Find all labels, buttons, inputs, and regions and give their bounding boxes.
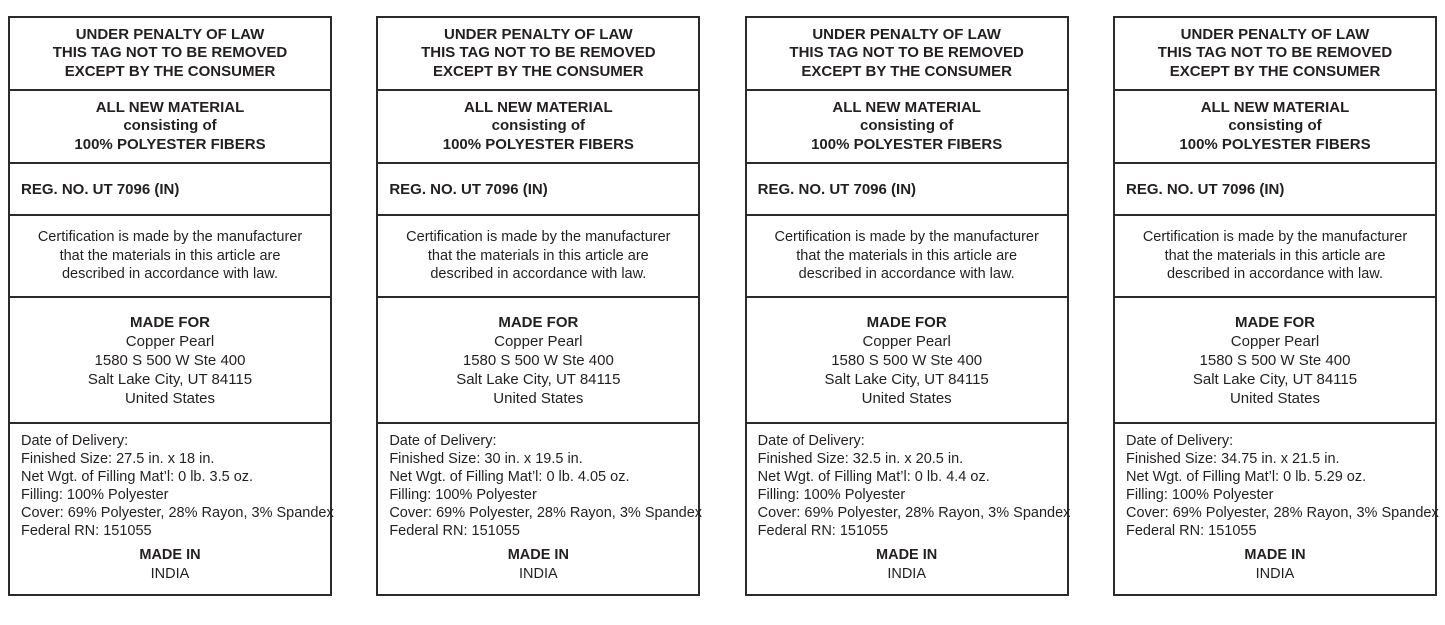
law-tag-1 — [8, 16, 332, 596]
certification-section — [1115, 216, 1435, 298]
penalty-line: UNDER PENALTY OF LAW — [75, 25, 265, 43]
details-section — [378, 424, 703, 594]
net-weight-line: Net Wgt. of Filling Mat’l: 0 lb. 4.4 oz. — [757, 469, 990, 485]
finished-size-line: Finished Size: 34.75 in. x 21.5 in. — [1125, 451, 1340, 467]
reg-no-section — [10, 164, 330, 216]
certification-line: that the materials in this article are — [796, 247, 1018, 264]
made-for-heading: MADE FOR — [1234, 313, 1315, 331]
material-section — [378, 91, 698, 164]
penalty-line: EXCEPT BY THE CONSUMER — [433, 62, 644, 80]
penalty-section — [378, 18, 698, 91]
made-for-country: United States — [493, 389, 584, 407]
material-line: 100% POLYESTER FIBERS — [74, 135, 266, 153]
details-section — [1115, 424, 1439, 594]
made-in-block — [1126, 546, 1432, 588]
penalty-line: THIS TAG NOT TO BE REMOVED — [421, 44, 656, 62]
penalty-line: UNDER PENALTY OF LAW — [1180, 25, 1370, 43]
penalty-line: EXCEPT BY THE CONSUMER — [1169, 62, 1381, 80]
cover-line: Cover: 69% Polyester, 28% Rayon, 3% Spandex — [757, 505, 1071, 521]
made-for-company: Copper Pearl — [1230, 332, 1320, 350]
penalty-line: EXCEPT BY THE CONSUMER — [801, 62, 1012, 80]
reg-no-section — [1115, 164, 1435, 216]
made-for-country: United States — [124, 389, 216, 407]
law-tag-4 — [1113, 16, 1437, 596]
certification-line: Certification is made by the manufacturer — [37, 229, 303, 246]
certification-section — [378, 216, 698, 298]
made-for-section — [747, 298, 1067, 424]
made-in-heading: MADE IN — [507, 547, 569, 563]
reg-no-text: REG. NO. UT 7096 (IN) — [21, 180, 180, 198]
made-for-street: 1580 S 500 W Ste 400 — [831, 351, 983, 369]
certification-line: Certification is made by the manufacturer — [1142, 229, 1408, 246]
law-tag-2 — [376, 16, 703, 596]
made-for-heading: MADE FOR — [130, 313, 210, 331]
reg-no-section — [378, 164, 698, 216]
finished-size-line: Finished Size: 30 in. x 19.5 in. — [389, 451, 583, 467]
made-in-country: INDIA — [150, 565, 190, 582]
penalty-line: THIS TAG NOT TO BE REMOVED — [1157, 44, 1393, 62]
made-in-heading: MADE IN — [1244, 547, 1306, 563]
made-for-city: Salt Lake City, UT 84115 — [1192, 370, 1358, 388]
law-tag-3 — [745, 16, 1069, 596]
net-weight-line: Net Wgt. of Filling Mat’l: 0 lb. 5.29 oz. — [1125, 469, 1367, 485]
cover-line: Cover: 69% Polyester, 28% Rayon, 3% Spandex — [1125, 505, 1439, 521]
certification-line: Certification is made by the manufacturer — [774, 229, 1039, 246]
date-of-delivery-line: Date of Delivery: — [1125, 433, 1234, 449]
penalty-line: THIS TAG NOT TO BE REMOVED — [789, 44, 1024, 62]
made-for-section — [1115, 298, 1435, 424]
details-section — [10, 424, 334, 594]
certification-line: that the materials in this article are — [59, 247, 281, 264]
penalty-section — [10, 18, 330, 91]
material-line: consisting of — [1228, 117, 1322, 135]
reg-no-text: REG. NO. UT 7096 (IN) — [1125, 180, 1285, 198]
material-section — [747, 91, 1067, 164]
material-line: 100% POLYESTER FIBERS — [1179, 135, 1371, 153]
date-of-delivery-line: Date of Delivery: — [21, 433, 129, 449]
material-line: consisting of — [491, 117, 585, 135]
certification-line: described in accordance with law. — [1166, 266, 1383, 283]
reg-no-text: REG. NO. UT 7096 (IN) — [757, 180, 917, 198]
made-in-country: INDIA — [1255, 565, 1295, 582]
material-line: ALL NEW MATERIAL — [464, 98, 613, 116]
made-for-company: Copper Pearl — [494, 332, 583, 350]
penalty-section — [1115, 18, 1435, 91]
federal-rn-line: Federal RN: 151055 — [21, 523, 152, 539]
details-section — [747, 424, 1071, 594]
made-for-street: 1580 S 500 W Ste 400 — [1199, 351, 1351, 369]
date-of-delivery-line: Date of Delivery: — [389, 433, 497, 449]
made-for-city: Salt Lake City, UT 84115 — [456, 370, 621, 388]
made-in-block — [389, 546, 695, 588]
penalty-line: THIS TAG NOT TO BE REMOVED — [52, 44, 288, 62]
material-section — [1115, 91, 1435, 164]
certification-line: that the materials in this article are — [1164, 247, 1386, 264]
penalty-section — [747, 18, 1067, 91]
material-section — [10, 91, 330, 164]
made-in-block — [758, 546, 1064, 588]
certification-section — [747, 216, 1067, 298]
made-for-street: 1580 S 500 W Ste 400 — [462, 351, 614, 369]
net-weight-line: Net Wgt. of Filling Mat’l: 0 lb. 3.5 oz. — [21, 469, 254, 485]
finished-size-line: Finished Size: 32.5 in. x 20.5 in. — [757, 451, 964, 467]
federal-rn-line: Federal RN: 151055 — [389, 523, 520, 539]
cover-line: Cover: 69% Polyester, 28% Rayon, 3% Spandex — [389, 505, 703, 521]
made-in-heading: MADE IN — [876, 547, 938, 563]
reg-no-text: REG. NO. UT 7096 (IN) — [389, 180, 548, 198]
made-for-section — [378, 298, 698, 424]
made-in-country: INDIA — [518, 565, 558, 582]
made-for-street: 1580 S 500 W Ste 400 — [94, 351, 246, 369]
certification-line: described in accordance with law. — [430, 266, 647, 283]
penalty-line: EXCEPT BY THE CONSUMER — [64, 62, 276, 80]
made-for-section — [10, 298, 330, 424]
cover-line: Cover: 69% Polyester, 28% Rayon, 3% Spandex — [21, 505, 334, 521]
made-for-heading: MADE FOR — [866, 313, 947, 331]
date-of-delivery-line: Date of Delivery: — [757, 433, 865, 449]
material-line: consisting of — [859, 117, 954, 135]
made-for-country: United States — [861, 389, 952, 407]
material-line: 100% POLYESTER FIBERS — [442, 135, 634, 153]
finished-size-line: Finished Size: 27.5 in. x 18 in. — [21, 451, 215, 467]
filling-line: Filling: 100% Polyester — [1125, 487, 1274, 503]
material-line: 100% POLYESTER FIBERS — [811, 135, 1003, 153]
penalty-line: UNDER PENALTY OF LAW — [812, 25, 1001, 43]
filling-line: Filling: 100% Polyester — [389, 487, 537, 503]
made-for-country: United States — [1229, 389, 1321, 407]
certification-line: described in accordance with law. — [798, 266, 1015, 283]
made-for-city: Salt Lake City, UT 84115 — [824, 370, 989, 388]
made-in-block — [21, 546, 327, 588]
net-weight-line: Net Wgt. of Filling Mat’l: 0 lb. 4.05 oz. — [389, 469, 630, 485]
penalty-line: UNDER PENALTY OF LAW — [444, 25, 633, 43]
certification-line: Certification is made by the manufacturer — [406, 229, 671, 246]
material-line: ALL NEW MATERIAL — [832, 98, 981, 116]
material-line: ALL NEW MATERIAL — [95, 98, 245, 116]
federal-rn-line: Federal RN: 151055 — [1125, 523, 1257, 539]
material-line: ALL NEW MATERIAL — [1200, 98, 1350, 116]
made-for-city: Salt Lake City, UT 84115 — [87, 370, 253, 388]
made-in-heading: MADE IN — [139, 547, 201, 563]
federal-rn-line: Federal RN: 151055 — [757, 523, 889, 539]
reg-no-section — [747, 164, 1067, 216]
made-for-company: Copper Pearl — [862, 332, 951, 350]
made-for-heading: MADE FOR — [498, 313, 579, 331]
certification-section — [10, 216, 330, 298]
certification-line: described in accordance with law. — [61, 266, 278, 283]
filling-line: Filling: 100% Polyester — [757, 487, 906, 503]
made-in-country: INDIA — [887, 565, 926, 582]
certification-line: that the materials in this article are — [427, 247, 649, 264]
material-line: consisting of — [123, 117, 217, 135]
made-for-company: Copper Pearl — [125, 332, 215, 350]
filling-line: Filling: 100% Polyester — [21, 487, 169, 503]
